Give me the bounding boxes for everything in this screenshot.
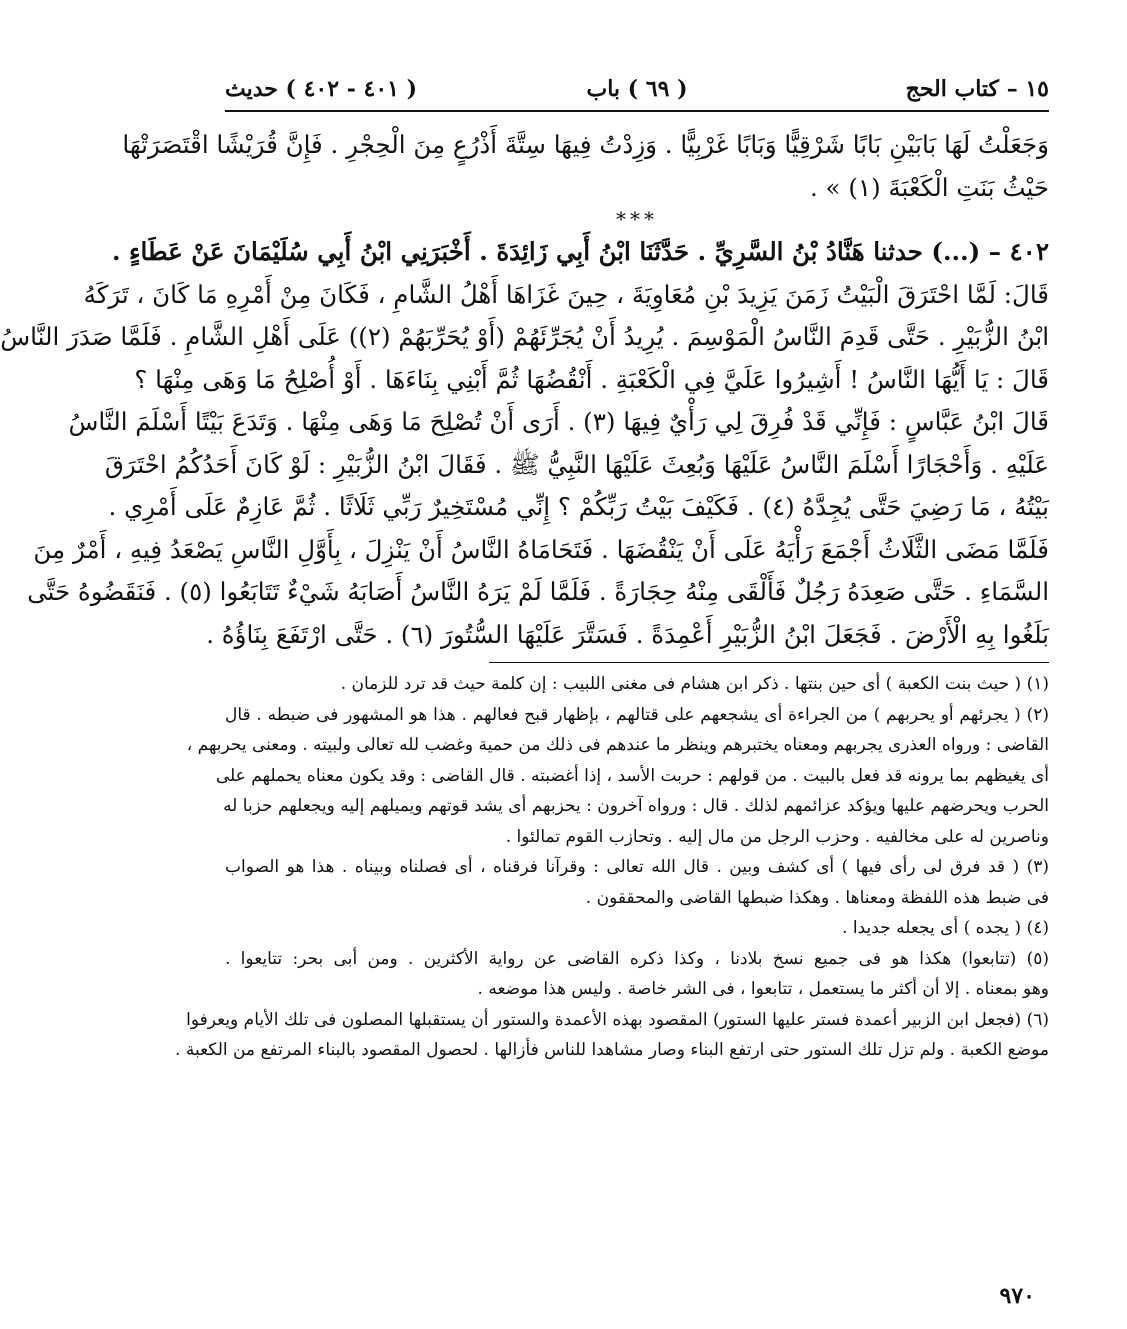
text-line: حَيْثُ بَنَتِ الْكَعْبَةَ (١) » . [809, 172, 1049, 202]
text-line: قَالَ : يَا أَيُّهَا النَّاسُ ! أَشِيرُوا عَلَيَّ فِي الْكَعْبَةِ . أَنْقُضُهَا ثُمَّ أَبْنِي بِنَاءَهَا . أَوْ أُصْلِحُ مَا وَهَى مِنْهَا ؟ [134, 364, 1049, 394]
page [0, 70, 1049, 1066]
footnotes [175, 669, 1049, 1066]
text-line: السَّمَاءِ . حَتَّى صَعِدَهُ رَجُلٌ فَأَلْقَى مِنْهُ حِجَارَةً . فَلَمَّا لَمْ يَرَهُ النَّاسُ أَصَابَهُ شَيْءٌ تَتَابَعُوا (٥) . فَنَقَضُوهُ حَتَّى [27, 577, 1049, 606]
hadith-402-start: ٤٠٢ – (...) حدثنا هَنَّادُ بْنُ السَّرِيِّ . حَدَّثَنَا ابْنُ أَبِي زَائِدَةَ . أَخْبَرَنِي ابْنُ أَبِي سُلَيْمَانَ عَنْ عَطَاءٍ . [111, 237, 1049, 266]
footnote-6: (٦) (فجعل ابن الزبير أعمدة فستر عليها الستور) المقصود بهذه الأعمدة والستور أن يستقبلها المصلون فى تلك الأيام ويعرفوا [186, 1009, 1049, 1030]
footnote-line: وهو بمعناه . إلا أن أكثر ما يستعمل ، تتابعوا ، فى الشر خاصة . وليس هذا موضعه . [477, 979, 1049, 999]
text-line: وَجَعَلْتُ لَهَا بَابَيْنِ بَابًا شَرْقِيًّا وَبَابًا غَرْبِيًّا . وَزِدْتُ فِيهَا سِتَّةَ أَذْرُعٍ مِنَ الْحِجْرِ . فَإِنَّ قُرَيْشًا اقْتَصَرَتْهَا [122, 130, 1049, 159]
text-line: قَالَ ابْنُ عَبَّاسٍ : فَإِنِّي قَدْ فُرِقَ لِي رَأْيٌ فِيهَا (٣) . أَرَى أَنْ تُصْلِحَ مَا وَهَى مِنْهَا . وَتَدَعَ بَيْتًا أَسْلَمَ النَّاسُ [68, 407, 1049, 436]
header-book-title: ١٥ – كتاب الحج [905, 76, 1049, 102]
text-line: فَلَمَّا مَضَى الثَّلَاثُ أَجْمَعَ رَأْيَهُ عَلَى أَنْ يَنْقُضَهَا . فَتَحَامَاهُ النَّاسُ أَنْ يَنْزِلَ ، بِأَوَّلِ النَّاسِ يَصْعَدُ فِيهِ ، أَمْرٌ مِنَ [33, 534, 1049, 564]
footnote-line: فى ضبط هذه اللفظة ومعناها . وهكذا ضبطها القاضى والمحققون . [585, 887, 1049, 908]
footnote-3: (٣) ( قد فرق لى رأى فيها ) أى كشف وبين . قال الله تعالى : وقرآنا فرقناه ، أى فصلناه وبيناه . هذا هو الصواب [225, 857, 1049, 877]
main-text [0, 124, 1049, 656]
header-chapter: ( ٦٩ ) باب [586, 76, 688, 102]
footnote-line: القاضى : ورواه العذرى يجربهم ومعناه يختبرهم وينظر ما عندهم فى ذلك من حمية وغضب لله تعالى ولبيته . ومعنى يحربهم ، [186, 735, 1049, 755]
text-line: ابْنُ الزُّبَيْرِ . حَتَّى قَدِمَ النَّاسُ الْمَوْسِمَ . يُرِيدُ أَنْ يُجَرِّئَهُمْ (أَوْ يُحَرِّبَهُمْ (٢)) عَلَى أَهْلِ الشَّامِ . فَلَمَّا صَدَرَ النَّاسُ [0, 322, 1049, 351]
text-line: بَلَغُوا بِهِ الْأَرْضَ . فَجَعَلَ ابْنُ الزُّبَيْرِ أَعْمِدَةً . فَسَتَّرَ عَلَيْهَا السُّتُورَ (٦) . حَتَّى ارْتَفَعَ بِنَاؤُهُ . [206, 619, 1049, 649]
running-header [225, 70, 1049, 112]
footnote-line: موضع الكعبة . ولم تزل تلك الستور حتى ارتفع البناء وصار مشاهدا للناس فأزالها . لحصول المقصود بالبناء المرتفع من الكعبة . [175, 1040, 1049, 1060]
page-number: ٩٧٠ [999, 1283, 1035, 1309]
header-hadith-range: ( ٤٠١ - ٤٠٢ ) حديث [225, 76, 418, 102]
footnote-line: الحرب ويحرضهم عليها ويؤكد عزائمهم لذلك . قال : ورواه آخرون : يحزبهم أى يشد قوتهم ويميلهم إليه ويجعلهم حزبا له [223, 796, 1049, 816]
text-line: بَيْتُهُ ، مَا رَضِيَ حَتَّى يُجِدَّهُ (٤) . فَكَيْفَ بَيْتُ رَبِّكُمْ ؟ إِنِّي مُسْتَخِيرٌ رَبِّي ثَلَاثًا . ثُمَّ عَازِمٌ عَلَى أَمْرِي . [108, 492, 1049, 521]
footnote-1: (١) ( حيث بنت الكعبة ) أى حين بنتها . ذكر ابن هشام فى مغنى اللبيب : إن كلمة حيث قد ترد للزمان . [340, 674, 1049, 694]
text-line: عَلَيْهِ . وَأَحْجَارًا أَسْلَمَ النَّاسُ عَلَيْهَا وَبُعِثَ عَلَيْهَا النَّبِيُّ ﷺ . فَقَالَ ابْنُ الزُّبَيْرِ : لَوْ كَانَ أَحَدُكُمُ احْتَرَقَ [104, 449, 1049, 479]
text-line: قَالَ: لَمَّا احْتَرَقَ الْبَيْتُ زَمَنَ يَزِيدَ بْنِ مُعَاوِيَةَ ، حِينَ غَزَاهَا أَهْلُ الشَّامِ ، فَكَانَ مِنْ أَمْرِهِ مَا كَانَ ، تَرَكَهُ [83, 279, 1049, 309]
footnote-4: (٤) ( يجده ) أى يجعله جديدا . [842, 918, 1049, 938]
footnote-line: أى يغيظهم بما يرونه قد فعل بالبيت . من قولهم : حربت الأسد ، إذا أغضبته . قال القاضى : وقد يكون معناه يحملهم على [215, 765, 1049, 786]
section-separator: *** [616, 207, 658, 231]
footnote-2: (٢) ( يجرئهم أو يحربهم ) من الجراءة أى يشجعهم على قتالهم ، بإظهار قبح فعالهم . هذا هو المشهور فى ضبطه . قال [225, 704, 1049, 725]
footnote-divider [489, 662, 1049, 663]
footnote-line: وناصرين له على مخالفيه . وحزب الرجل من مال إليه . وتحازب القوم تمالئوا . [505, 826, 1049, 847]
footnote-5: (٥) (تتابعوا) هكذا هو فى جميع نسخ بلادنا ، وكذا ذكره القاضى عن رواية الأكثرين . ومن أبى بحر: تتايعوا . [225, 948, 1049, 969]
